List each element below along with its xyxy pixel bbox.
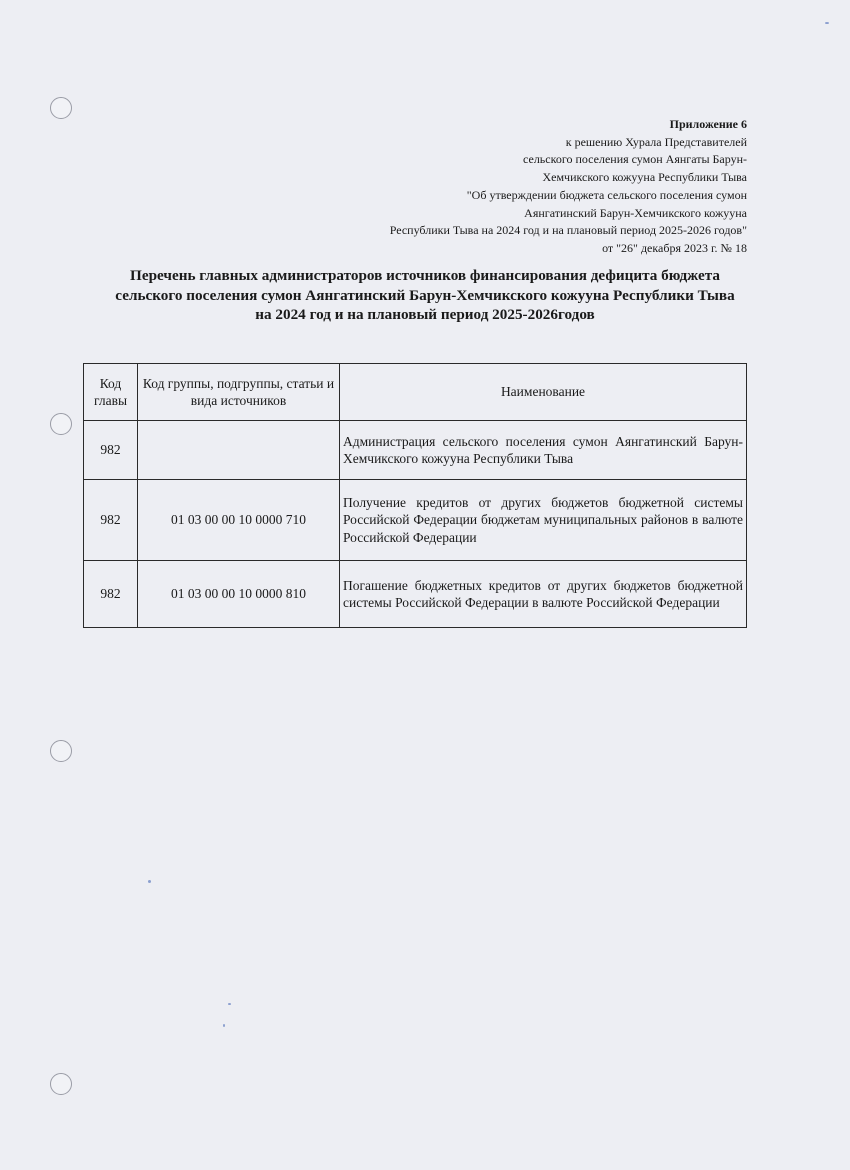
punch-hole-upper-middle xyxy=(50,413,72,435)
scan-speck xyxy=(223,1024,225,1027)
cell-source-code: 01 03 00 00 10 0000 810 xyxy=(138,561,340,628)
cell-chapter-code: 982 xyxy=(84,480,138,561)
heading-line: на 2024 год и на плановый период 2025-2026годов xyxy=(255,306,595,323)
appendix-line: Хемчикского кожууна Республики Тыва xyxy=(542,170,747,185)
cell-name: Администрация сельского поселения сумон Аянгатинский Барун-Хемчикского кожууна Республики Тыва xyxy=(340,421,747,480)
table-row xyxy=(84,480,747,561)
administrators-table xyxy=(83,363,747,628)
cell-chapter-code: 982 xyxy=(84,421,138,480)
scan-speck xyxy=(228,1003,231,1005)
cell-name: Получение кредитов от других бюджетов бюджетной системы Российской Федерации бюджетам муниципальных районов в валюте Российской Федерации xyxy=(340,480,747,561)
appendix-line: от "26" декабря 2023 г. № 18 xyxy=(602,240,747,255)
header-name: Наименование xyxy=(340,364,747,421)
scan-speck xyxy=(825,22,829,24)
cell-source-code xyxy=(138,421,340,480)
appendix-line: Аянгатинский Барун-Хемчикского кожууна xyxy=(524,205,747,220)
punch-hole-lower-middle xyxy=(50,740,72,762)
scan-speck xyxy=(148,880,151,883)
appendix-title: Приложение 6 xyxy=(669,117,747,131)
heading-line: Перечень главных администраторов источников финансирования дефицита бюджета xyxy=(130,267,720,284)
header-source-code: Код группы, подгруппы, статьи и вида источников xyxy=(138,364,340,421)
cell-source-code: 01 03 00 00 10 0000 710 xyxy=(138,480,340,561)
table-header-row xyxy=(84,364,747,421)
appendix-line: сельского поселения сумон Аянгаты Барун- xyxy=(523,152,747,167)
cell-name: Погашение бюджетных кредитов от других бюджетов бюджетной системы Российской Федерации в валюте Российской Федерации xyxy=(340,561,747,628)
table-row xyxy=(84,561,747,628)
punch-hole-top xyxy=(50,97,72,119)
appendix-line: Республики Тыва на 2024 год и на плановый период 2025-2026 годов" xyxy=(389,223,747,238)
document-heading xyxy=(80,266,770,325)
cell-chapter-code: 982 xyxy=(84,561,138,628)
appendix-line: "Об утверждении бюджета сельского поселения сумон xyxy=(466,187,747,202)
heading-line: сельского поселения сумон Аянгатинский Барун-Хемчикского кожууна Республики Тыва xyxy=(115,286,735,304)
punch-hole-bottom xyxy=(50,1073,72,1095)
appendix-header xyxy=(390,116,747,258)
table-row xyxy=(84,421,747,480)
appendix-line: к решению Хурала Представителей xyxy=(565,134,747,149)
header-chapter-code: Код главы xyxy=(84,364,138,421)
